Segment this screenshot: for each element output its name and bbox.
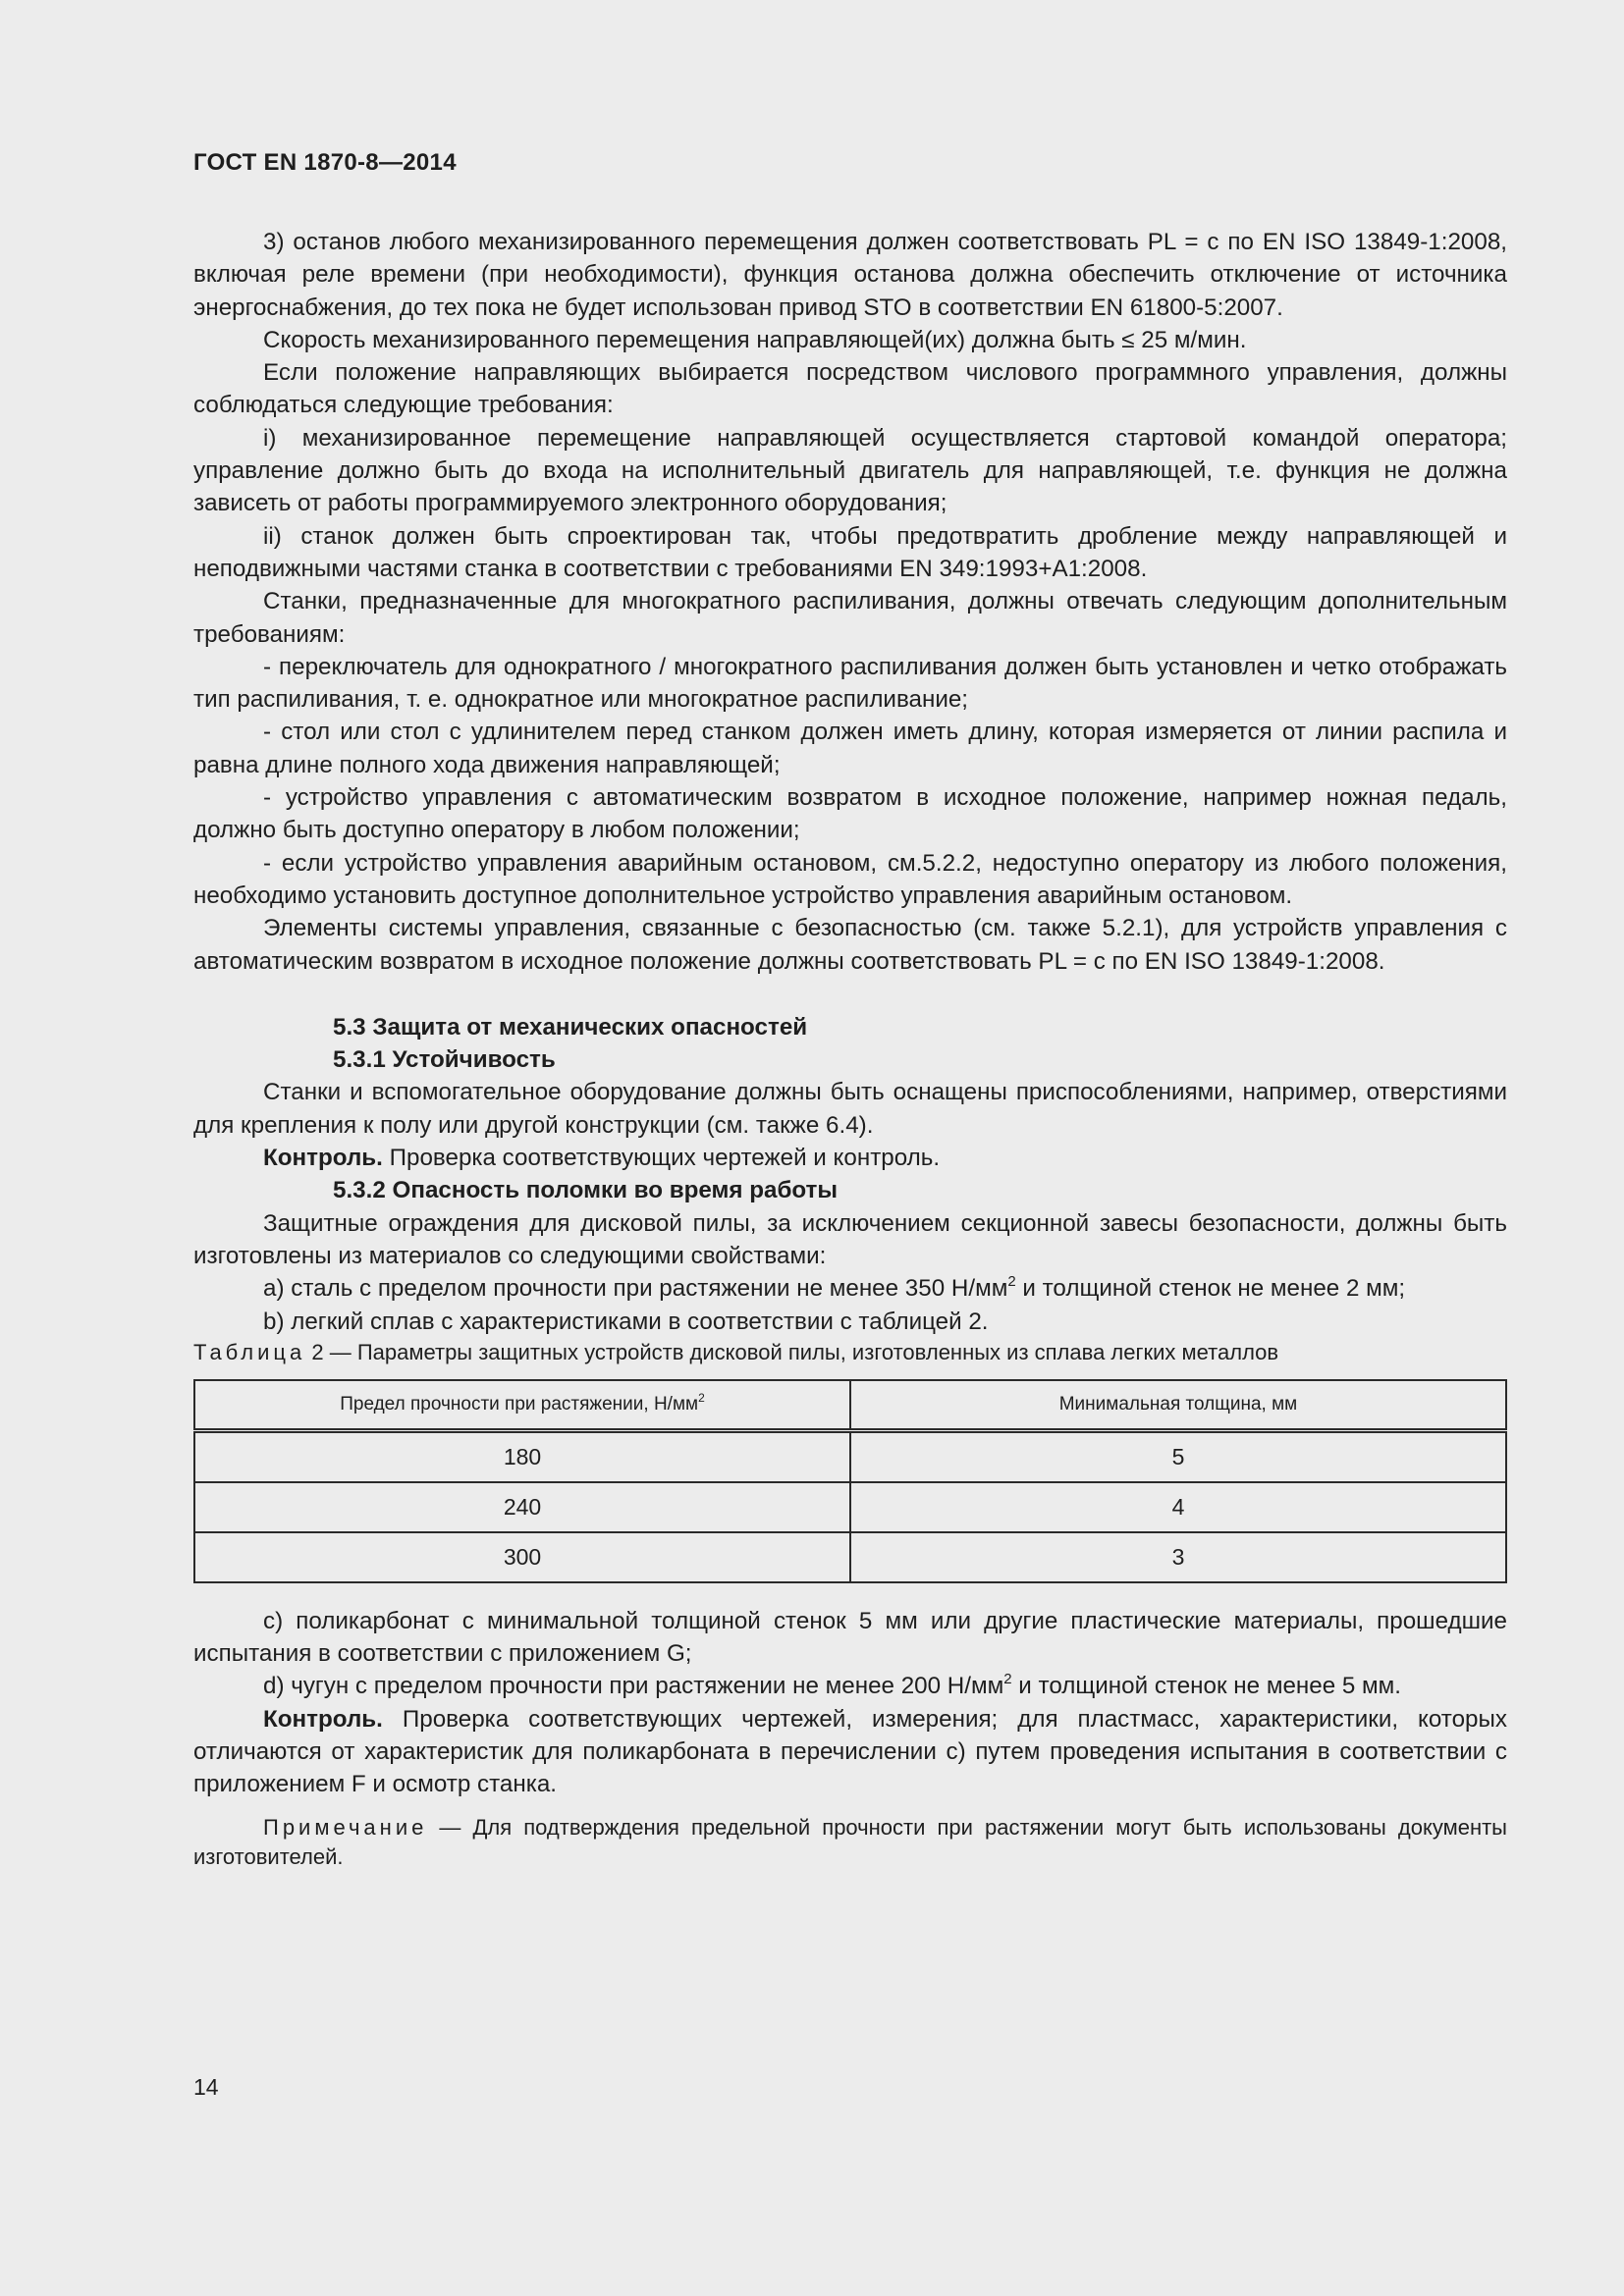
table-caption-label: Таблица: [193, 1339, 306, 1364]
list-item: - переключатель для однократного / многократного распиливания должен быть установлен и четко отображать тип распиливания, т. е. однократное или многократное распиливание;: [193, 653, 1507, 714]
control-paragraph: [193, 1142, 1507, 1174]
cell-thickness: 4: [850, 1482, 1506, 1532]
item-d-text-end: и толщиной стенок не менее 5 мм.: [1011, 1673, 1402, 1700]
list-item: - стол или стол с удлинителем перед станком должен иметь длину, которая измеряется от линии распила и равна длине полного хода движения направляющей;: [193, 719, 1507, 778]
control-label: Контроль.: [263, 1705, 383, 1733]
cell-thickness: 3: [850, 1532, 1506, 1582]
list-item: - устройство управления с автоматическим возвратом в исходное положение, например ножная педаль, должно быть доступно оператору в любом положении;: [193, 784, 1507, 844]
list-item: [193, 1670, 1507, 1702]
note: [193, 1813, 1507, 1872]
paragraph: Скорость механизированного перемещения направляющей(их) должна быть ≤ 25 м/мин.: [263, 326, 1247, 353]
paragraph: 3) останов любого механизированного перемещения должен соответствовать PL = c по EN ISO 13849-1:2008, включая реле времени (при необходимости), функция останова должна обеспечить отключение от источника энергоснабжения, до тех пока не будет использован привод STO в соответствии EN 61800-5:2007.: [193, 229, 1507, 321]
item-a-text: a) сталь с пределом прочности при растяжении не менее 350 Н/мм: [263, 1275, 1008, 1303]
table-row: [194, 1532, 1506, 1582]
cell-thickness: 5: [850, 1430, 1506, 1482]
table-2: [193, 1379, 1507, 1583]
cell-strength: 180: [194, 1430, 850, 1482]
paragraph: ii) станок должен быть спроектирован так, чтобы предотвратить дробление между направляющей и неподвижными частями станка в соответствии с требованиями EN 349:1993+A1:2008.: [193, 522, 1507, 582]
list-item: c) поликарбонат с минимальной толщиной стенок 5 мм или другие пластические материалы, прошедшие испытания в соответствии с приложением G;: [193, 1607, 1507, 1668]
paragraph: Станки, предназначенные для многократного распиливания, должны отвечать следующим дополнительным требованиям:: [193, 588, 1507, 648]
superscript: 2: [698, 1391, 705, 1406]
paragraph: Станки и вспомогательное оборудование должны быть оснащены приспособлениями, например, отверстиями для крепления к полу или другой конструкции (см. также 6.4).: [193, 1079, 1507, 1139]
item-d-text: d) чугун с пределом прочности при растяжении не менее 200 Н/мм: [263, 1673, 1004, 1700]
cell-strength: 240: [194, 1482, 850, 1532]
section-heading-5-3-1: 5.3.1 Устойчивость: [333, 1046, 556, 1074]
section-heading-5-3-2: 5.3.2 Опасность поломки во время работы: [333, 1177, 839, 1204]
document-header: ГОСТ EN 1870-8—2014: [193, 149, 457, 176]
cell-strength: 300: [194, 1532, 850, 1582]
paragraph: Если положение направляющих выбирается посредством числового программного управления, должны соблюдаться следующие требования:: [193, 359, 1507, 419]
item-a-text-end: и толщиной стенок не менее 2 мм;: [1015, 1275, 1406, 1303]
paragraph: i) механизированное перемещение направляющей осуществляется стартовой командой оператора; управление должно быть до входа на исполнительный двигатель для направляющей, т.е. функция не должна зависеть от работы программируемого электронного оборудования;: [193, 424, 1507, 517]
table-caption-text: 2 — Параметры защитных устройств дисковой пилы, изготовленных из сплава легких металлов: [305, 1339, 1279, 1364]
list-item: b) легкий сплав с характеристиками в соответствии с таблицей 2.: [263, 1308, 989, 1335]
table-row: [194, 1482, 1506, 1532]
table-caption: [193, 1338, 1507, 1367]
paragraph: Элементы системы управления, связанные с безопасностью (см. также 5.2.1), для устройств управления с автоматическим возвратом в исходное положение должны соответствовать PL = c по EN ISO 13849-1:2008.: [193, 915, 1507, 975]
superscript: 2: [1003, 1671, 1012, 1688]
note-text: — Для подтверждения предельной прочности при растяжении могут быть использованы документы изготовителей.: [193, 1814, 1507, 1869]
table-row: [194, 1430, 1506, 1482]
note-label: Примечание: [263, 1814, 428, 1840]
control-paragraph: [193, 1703, 1507, 1801]
control-text: Проверка соответствующих чертежей и контроль.: [382, 1145, 941, 1172]
table-header-row: [194, 1380, 1506, 1431]
control-label: Контроль.: [263, 1145, 383, 1172]
table-header-strength: Предел прочности при растяжении, $Н/мм^2$: [194, 1380, 850, 1431]
paragraph: Защитные ограждения для дисковой пилы, за исключением секционной завесы безопасности, должны быть изготовлены из материалов со следующими свойствами:: [193, 1209, 1507, 1269]
table-header-thickness: Минимальная толщина, мм: [850, 1380, 1506, 1431]
superscript: 2: [1007, 1273, 1016, 1291]
page-number: 14: [193, 2074, 219, 2100]
control-text: Проверка соответствующих чертежей, измерения; для пластмасс, характеристики, которых отличаются от характеристик для поликарбоната в перечислении c) путем проведения испытания в соответствии с приложением F и осмотр станка.: [193, 1705, 1507, 1798]
list-item: [193, 1272, 1507, 1305]
list-item: - если устройство управления аварийным остановом, см.5.2.2, недоступно оператору из любого положения, необходимо установить доступное дополнительное устройство управления аварийным остановом.: [193, 849, 1507, 909]
section-heading-5-3: 5.3 Защита от механических опасностей: [333, 1013, 808, 1041]
document-body: [193, 226, 1507, 1872]
